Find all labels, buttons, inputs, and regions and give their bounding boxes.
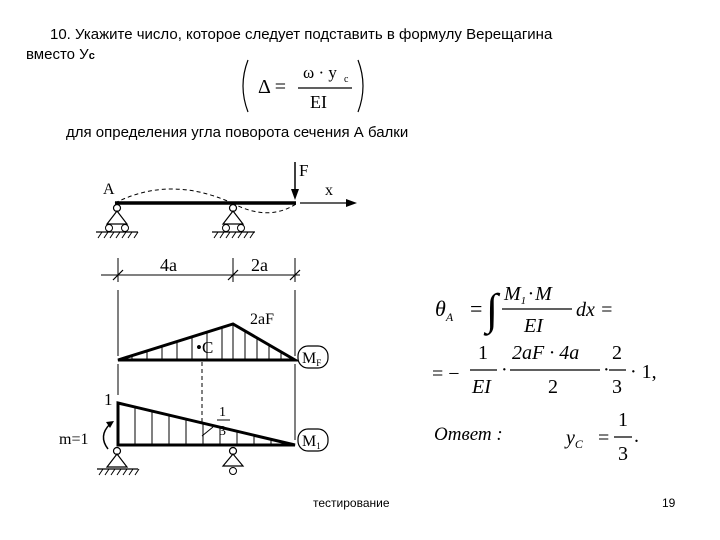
formula-right-paren [358, 60, 363, 112]
M1-support-right-roller [230, 468, 237, 475]
solution-frac2-den: 2 [548, 376, 558, 398]
M1-support-left [107, 454, 127, 467]
footer-label: тестирование [313, 496, 390, 510]
formula-left-paren [243, 60, 248, 112]
ground-left-hatch [98, 232, 138, 238]
solution-denominator: EI [524, 315, 543, 337]
solution-integral: ∫ [486, 285, 499, 334]
solution-tail: · 1, [630, 361, 657, 383]
force-F-arrowhead [291, 189, 299, 200]
question-line-2-text: вместо У [26, 46, 89, 63]
unit-moment-arc [103, 424, 110, 449]
page-number: 19 [662, 496, 676, 510]
answer-den: 3 [618, 443, 628, 465]
answer-num: 1 [618, 409, 628, 431]
diagram-M1-ordinate-num: 1 [219, 405, 226, 420]
solution-theta: $\theta_A$ [435, 296, 454, 324]
pin-support-left-roller-1 [106, 225, 113, 232]
deflection-curve-left [115, 189, 232, 203]
M1-support-right [223, 454, 243, 466]
solution-eq: = [470, 296, 483, 321]
support-A-label: A [103, 181, 115, 198]
formula-numerator-sub: c [344, 74, 349, 85]
M1-ground-left-hatch [99, 469, 139, 475]
answer-eq: = [598, 427, 610, 449]
formula-numerator: ω · y [303, 63, 337, 82]
diagram-M1-left-value: 1 [104, 390, 113, 409]
beam-scheme [96, 161, 357, 238]
dimension-4a: 4a [160, 255, 177, 275]
diagram-MF [118, 311, 328, 368]
x-axis-arrowhead [346, 199, 357, 207]
solution-line2-eq: = − [432, 363, 460, 385]
dimension-2a: 2a [251, 255, 268, 275]
diagram-M1-triangle [118, 403, 295, 445]
x-axis-label: x [325, 182, 333, 199]
answer-label: Ответ : [434, 424, 503, 445]
solution-frac2-num: 2aF · 4a [512, 342, 580, 364]
unit-moment-label: m=1 [59, 431, 89, 448]
solution-frac3-num: 2 [612, 342, 622, 364]
solution-frac1-den: EI [472, 376, 491, 398]
solution-dot-1: · [501, 359, 508, 381]
solution-frac3-den: 3 [612, 376, 622, 398]
diagram-MF-name: MF [302, 350, 322, 368]
diagram-MF-peak-label: 2aF [250, 311, 274, 328]
question-line-1: 10. Укажите число, которое следует подставить в формулу Верещагина [50, 26, 553, 43]
pin-support-left-roller-2 [122, 225, 129, 232]
pin-support-left [107, 211, 127, 224]
diagram-M1 [59, 390, 328, 475]
solution-numerator: $M_1 \cdot M$ [504, 283, 552, 307]
answer-var: $y_C$ [566, 427, 583, 451]
centroid-C-label: •C [196, 338, 214, 357]
formula-delta: Δ = [258, 76, 287, 98]
question-line-3: для определения угла поворота сечения А балки [66, 124, 409, 141]
force-F-label: F [299, 161, 309, 180]
formula-denominator: EI [310, 92, 327, 112]
question-line-2-sub: с [88, 50, 95, 62]
dimension-line [101, 255, 300, 282]
pin-support-right [223, 211, 243, 224]
solution [432, 283, 657, 465]
answer-end: . [634, 425, 639, 447]
diagram-M1-name: M1 [302, 433, 321, 451]
verechagin-formula [243, 60, 363, 112]
solution-dx: dx = [576, 299, 614, 321]
diagram-M1-ordinate-den: 3 [219, 424, 226, 439]
solution-dot-2: · [603, 359, 610, 381]
solution-frac1-num: 1 [478, 342, 488, 364]
pin-support-right-roller-2 [238, 225, 245, 232]
pin-support-right-roller-1 [223, 225, 230, 232]
ground-right-hatch [214, 232, 254, 238]
